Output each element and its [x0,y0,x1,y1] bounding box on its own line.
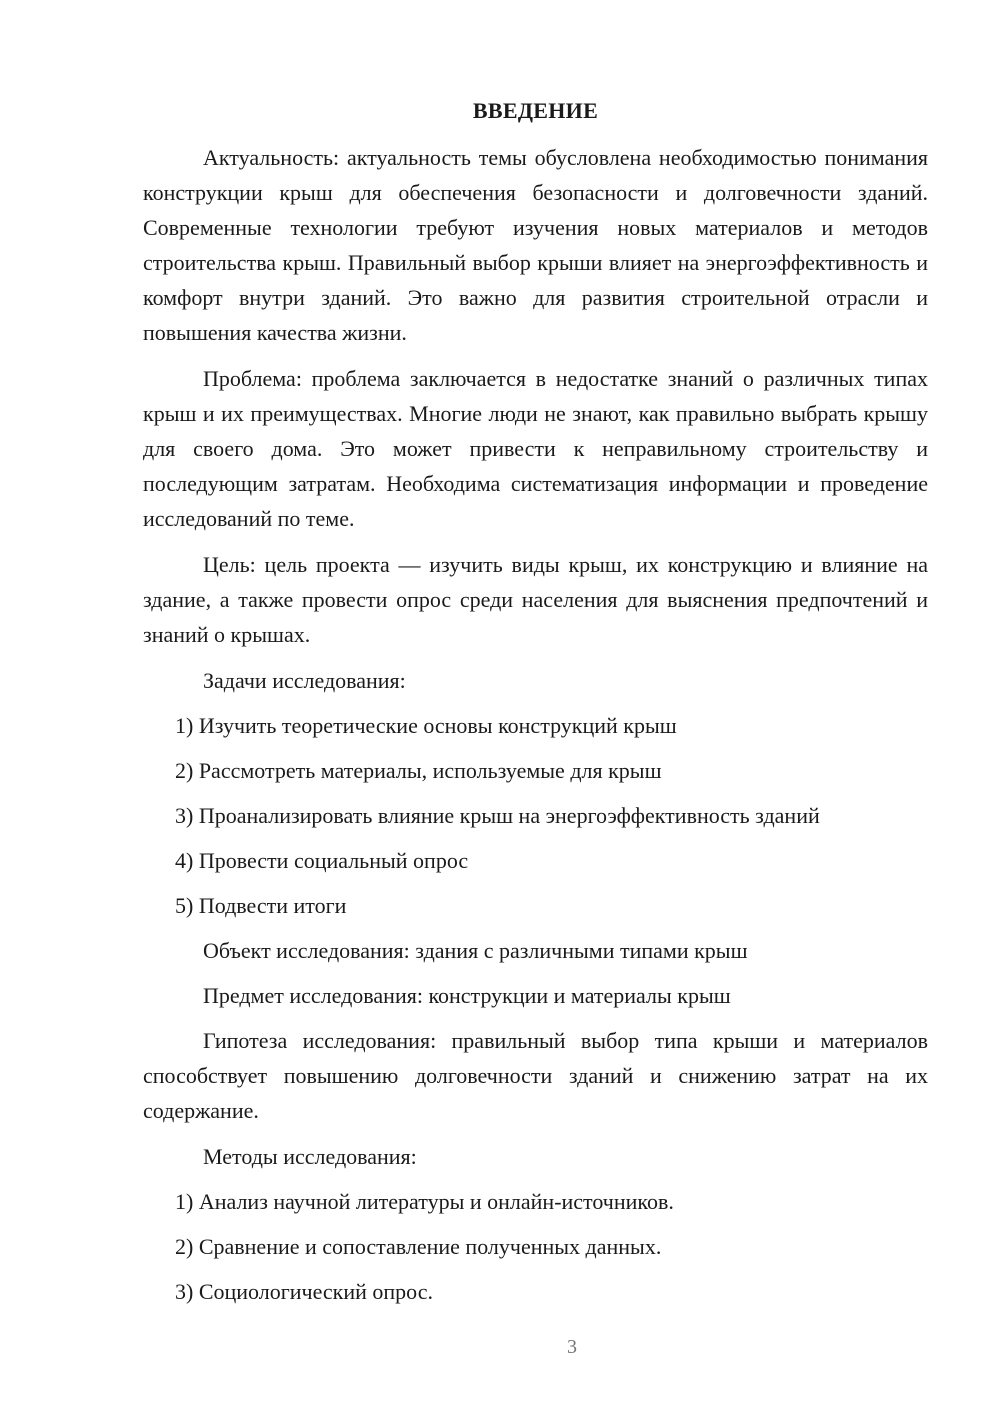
document-body [143,96,928,1319]
hypothesis-paragraph: Гипотеза исследования: правильный выбор типа крыши и материалов способствует повышению долговечности зданий и снижению затрат на их содержание. [143,1028,928,1123]
object-paragraph: Объект исследования: здания с различными типами крыш [203,938,748,963]
methods-heading: Методы исследования: [203,1144,417,1169]
list-item: 5) Подвести итоги [175,893,347,918]
list-item: 1) Анализ научной литературы и онлайн-источников. [175,1189,674,1214]
subject-paragraph: Предмет исследования: конструкции и материалы крыш [203,983,731,1008]
list-item: 4) Провести социальный опрос [175,848,469,873]
page-number: 3 [567,1336,577,1358]
list-item: 1) Изучить теоретические основы конструкций крыш [175,713,677,738]
page-title: ВВЕДЕНИЕ [472,98,599,123]
list-item: 2) Сравнение и сопоставление полученных данных. [175,1234,662,1259]
problem-paragraph: Проблема: проблема заключается в недостатке знаний о различных типах крыш и их преимуществах. Многие люди не знают, как правильно выбрать крышу для своего дома. Это может привести к неправильному строительству и последующим затратам. Необходима систематизация информации и проведение исследований по теме. [143,366,928,531]
relevance-paragraph: Актуальность: актуальность темы обусловлена необходимостью понимания конструкции крыш для обеспечения безопасности и долговечности зданий. Современные технологии требуют изучения новых материалов и методов строительства крыш. Правильный выбор крыши влияет на энергоэффективность и комфорт внутри зданий. Это важно для развития строительной отрасли и повышения качества жизни. [143,145,928,345]
methods-list [143,1184,928,1309]
tasks-heading: Задачи исследования: [203,668,406,693]
list-item: 3) Проанализировать влияние крыш на энергоэффективность зданий [175,803,820,828]
list-item: 2) Рассмотреть материалы, используемые для крыш [175,758,662,783]
tasks-list [143,708,928,923]
goal-paragraph: Цель: цель проекта — изучить виды крыш, их конструкцию и влияние на здание, а также провести опрос среди населения для выяснения предпочтений и знаний о крышах. [143,552,928,647]
list-item: 3) Социологический опрос. [175,1279,433,1304]
